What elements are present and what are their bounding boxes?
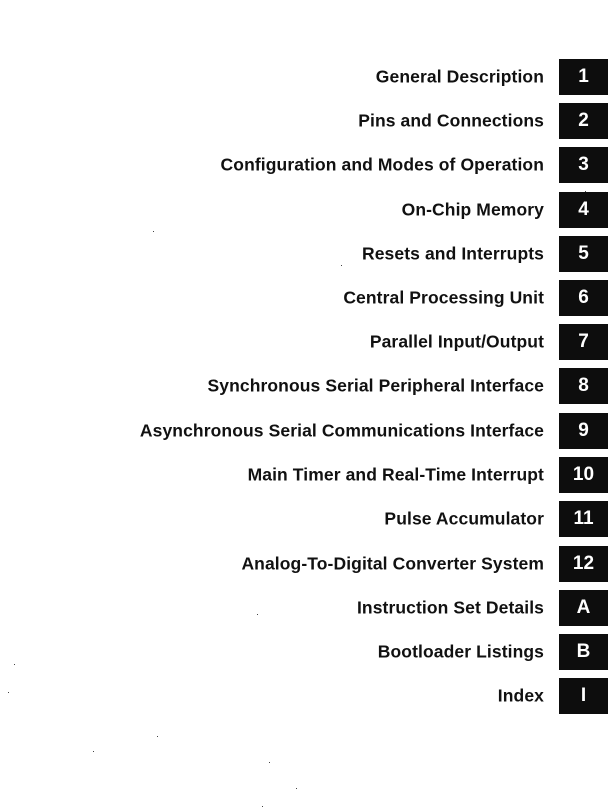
toc-entry-title: Instruction Set Details <box>356 597 544 618</box>
scan-speck <box>296 788 297 789</box>
toc-entry-central-processing-unit[interactable] <box>0 280 608 316</box>
toc-entry-analog-to-digital-converter-system[interactable] <box>0 546 608 582</box>
toc-entry-main-timer-and-real-time-interrupt[interactable] <box>0 457 608 493</box>
section-tab[interactable]: 3 <box>559 147 608 183</box>
scan-speck <box>341 265 342 266</box>
toc-entry-title: Index <box>497 685 544 706</box>
section-tab[interactable]: 12 <box>559 546 608 582</box>
toc-entry-title: Resets and Interrupts <box>361 243 544 264</box>
section-tab[interactable]: 9 <box>559 413 608 449</box>
section-tab[interactable]: A <box>559 590 608 626</box>
section-tab[interactable]: 4 <box>559 192 608 228</box>
toc-entry-bootloader-listings[interactable] <box>0 634 608 670</box>
toc-entry-title: Synchronous Serial Peripheral Interface <box>207 375 544 396</box>
toc-entry-asynchronous-serial-communications-interface[interactable] <box>0 413 608 449</box>
section-tab[interactable]: B <box>559 634 608 670</box>
section-tab[interactable]: I <box>559 678 608 714</box>
toc-entry-instruction-set-details[interactable] <box>0 590 608 626</box>
section-tab[interactable]: 7 <box>559 324 608 360</box>
toc-entry-title: On-Chip Memory <box>401 199 544 220</box>
toc-entry-title: Pulse Accumulator <box>384 508 544 529</box>
scan-speck <box>262 806 263 807</box>
section-tab[interactable]: 6 <box>559 280 608 316</box>
toc-entry-synchronous-serial-peripheral-interface[interactable] <box>0 368 608 404</box>
section-tab[interactable]: 1 <box>559 59 608 95</box>
section-tab[interactable]: 8 <box>559 368 608 404</box>
scan-speck <box>8 692 9 693</box>
scan-speck <box>153 231 154 232</box>
toc-entry-title: Central Processing Unit <box>343 287 544 308</box>
toc-entry-pulse-accumulator[interactable] <box>0 501 608 537</box>
scan-speck <box>157 736 158 737</box>
toc-entry-title: Parallel Input/Output <box>369 331 544 352</box>
toc-entry-title: Configuration and Modes of Operation <box>220 154 544 175</box>
toc-entry-parallel-input-output[interactable] <box>0 324 608 360</box>
scan-speck <box>93 751 94 752</box>
scan-speck <box>585 191 586 192</box>
scan-speck <box>14 664 15 665</box>
section-tab[interactable]: 10 <box>559 457 608 493</box>
toc-entry-configuration-and-modes[interactable] <box>0 147 608 183</box>
toc-entry-title: Asynchronous Serial Communications Interface <box>139 420 544 441</box>
section-tab[interactable]: 2 <box>559 103 608 139</box>
toc-entry-general-description[interactable] <box>0 59 608 95</box>
section-tab[interactable]: 5 <box>559 236 608 272</box>
toc-entry-index[interactable] <box>0 678 608 714</box>
scan-speck <box>269 762 270 763</box>
toc-entry-title: Analog-To-Digital Converter System <box>241 553 544 574</box>
toc-entry-title: General Description <box>375 66 544 87</box>
scan-speck <box>257 614 258 615</box>
toc-entry-on-chip-memory[interactable] <box>0 192 608 228</box>
toc-entry-resets-and-interrupts[interactable] <box>0 236 608 272</box>
toc-entry-pins-and-connections[interactable] <box>0 103 608 139</box>
section-tab[interactable]: 11 <box>559 501 608 537</box>
toc-entry-title: Bootloader Listings <box>377 641 544 662</box>
toc-entry-title: Main Timer and Real-Time Interrupt <box>247 464 544 485</box>
toc-entry-title: Pins and Connections <box>358 110 544 131</box>
